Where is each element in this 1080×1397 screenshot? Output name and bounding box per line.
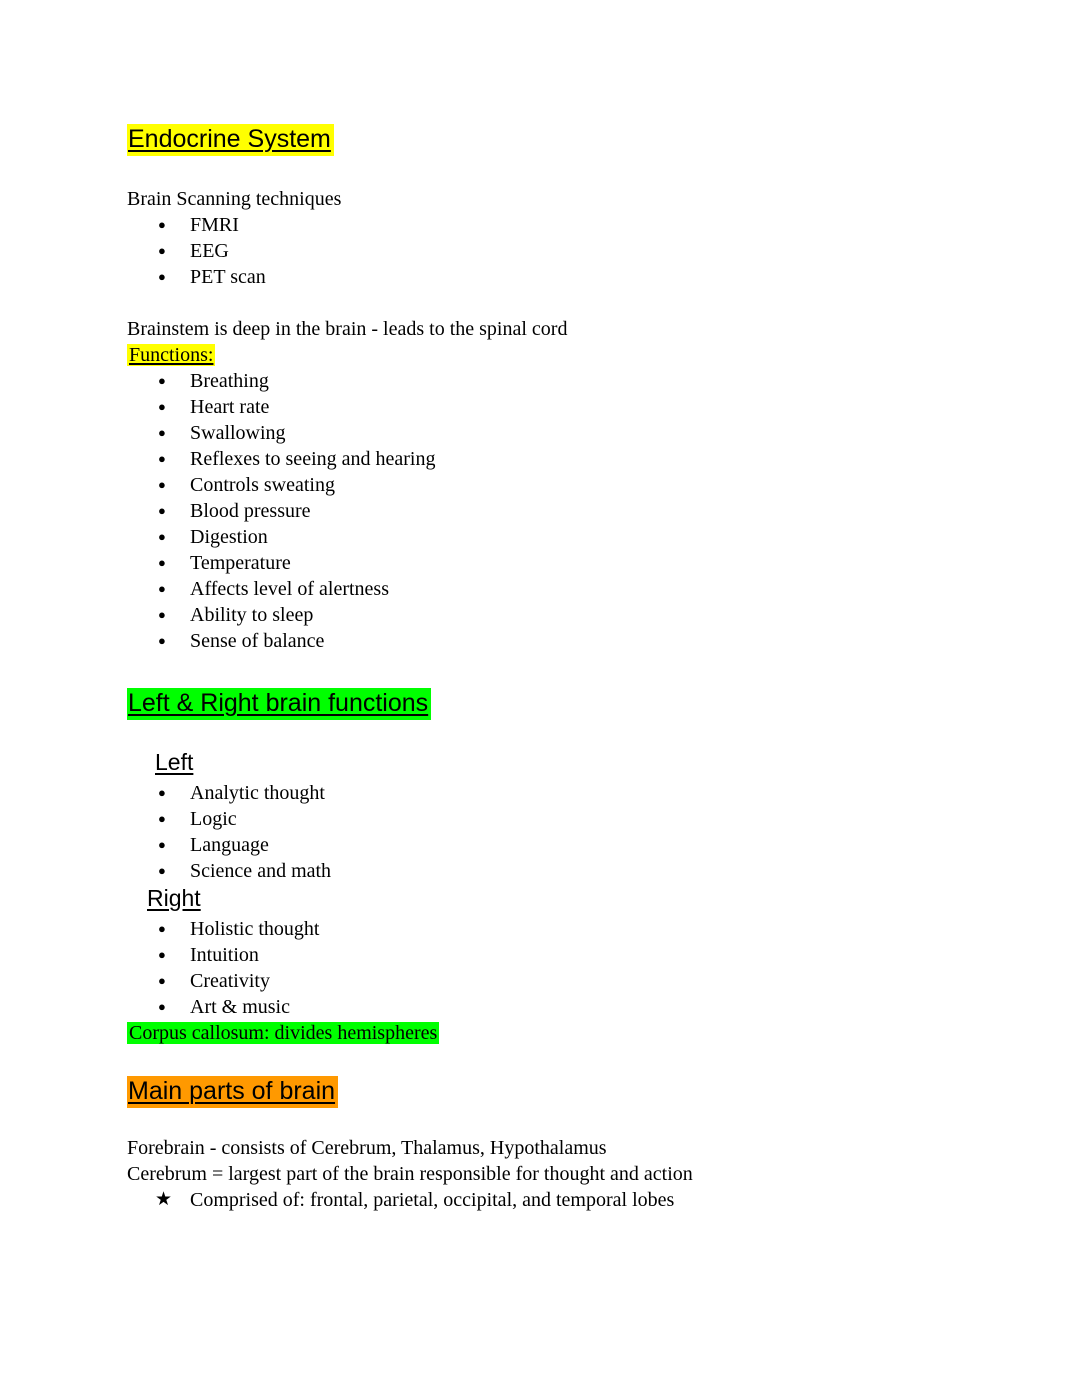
- forebrain-line: Forebrain - consists of Cerebrum, Thalamus, Hypothalamus: [127, 1137, 607, 1159]
- bullet-icon: ●: [158, 607, 166, 622]
- list-item: [127, 968, 970, 994]
- list-item-label: Art & music: [190, 996, 290, 1018]
- list-item: [127, 916, 970, 942]
- list-item-label: FMRI: [190, 214, 239, 236]
- star-icon: ★: [155, 1189, 173, 1210]
- list-item-label: Analytic thought: [190, 782, 325, 804]
- list-item-label: Sense of balance: [190, 630, 325, 652]
- list-item: [127, 628, 970, 654]
- list-item-label: EEG: [190, 240, 229, 262]
- bullet-icon: ●: [158, 269, 166, 284]
- list-item: [127, 994, 970, 1020]
- bullet-icon: ●: [158, 921, 166, 936]
- list-item: [127, 806, 970, 832]
- list-item: [127, 368, 970, 394]
- brainstem-functions-list: [127, 368, 970, 654]
- page-content: [127, 122, 970, 1213]
- bullet-icon: ●: [158, 785, 166, 800]
- bullet-icon: ●: [158, 243, 166, 258]
- bullet-icon: ●: [158, 999, 166, 1014]
- list-item-label: PET scan: [190, 266, 266, 288]
- list-item: [127, 832, 970, 858]
- bullet-icon: ●: [158, 555, 166, 570]
- list-item-label: Logic: [190, 808, 237, 830]
- bullet-icon: ●: [158, 425, 166, 440]
- left-subheading-line: [127, 748, 970, 780]
- list-item-label: Language: [190, 834, 269, 856]
- list-item: [127, 602, 970, 628]
- bullet-icon: ●: [158, 399, 166, 414]
- list-item: [127, 858, 970, 884]
- bullet-icon: ●: [158, 633, 166, 648]
- list-item-label: Controls sweating: [190, 474, 335, 496]
- list-item: [127, 238, 970, 264]
- bullet-icon: ●: [158, 863, 166, 878]
- list-item: [127, 472, 970, 498]
- section-left-right-heading-line: [127, 686, 970, 724]
- bullet-icon: ●: [158, 373, 166, 388]
- bullet-icon: ●: [158, 217, 166, 232]
- list-item: [127, 446, 970, 472]
- list-item-label: Reflexes to seeing and hearing: [190, 448, 436, 470]
- bullet-icon: ●: [158, 837, 166, 852]
- list-item: [127, 524, 970, 550]
- list-item-label: Heart rate: [190, 396, 270, 418]
- section-main-parts-heading-line: [127, 1074, 970, 1112]
- bullet-icon: ●: [158, 811, 166, 826]
- bullet-icon: ●: [158, 477, 166, 492]
- list-item: [127, 550, 970, 576]
- list-item-label: Temperature: [190, 552, 291, 574]
- bullet-icon: ●: [158, 451, 166, 466]
- list-item: [127, 576, 970, 602]
- list-item-label: Ability to sleep: [190, 604, 314, 626]
- list-item: [127, 394, 970, 420]
- brainstem-intro: Brainstem is deep in the brain - leads to the spinal cord: [127, 318, 568, 340]
- brainstem-functions-line: [127, 342, 970, 368]
- right-label: Right: [147, 885, 201, 911]
- left-brain-list: [127, 780, 970, 884]
- star-list-item: [127, 1187, 970, 1213]
- brain-scanning-list: [127, 212, 970, 290]
- corpus-callosum-line: [127, 1020, 970, 1046]
- list-item-label: Affects level of alertness: [190, 578, 389, 600]
- list-item-label: Holistic thought: [190, 918, 320, 940]
- right-subheading-line: [127, 884, 970, 916]
- list-item: [127, 780, 970, 806]
- bullet-icon: ●: [158, 581, 166, 596]
- list-item-label: Digestion: [190, 526, 268, 548]
- functions-label: Functions:: [129, 344, 214, 366]
- list-item: [127, 212, 970, 238]
- list-item: [127, 498, 970, 524]
- list-item: [127, 420, 970, 446]
- cerebrum-line: Cerebrum = largest part of the brain responsible for thought and action: [127, 1163, 693, 1185]
- list-item-label: Science and math: [190, 860, 332, 882]
- cerebrum-detail-list: [127, 1187, 970, 1213]
- list-item-label: Breathing: [190, 370, 269, 392]
- heading-left-right-brain-functions: Left & Right brain functions: [127, 688, 431, 720]
- list-item-label: Creativity: [190, 970, 270, 992]
- list-item-label: Comprised of: frontal, parietal, occipital, and temporal lobes: [190, 1189, 675, 1211]
- section-endocrine-heading-line: [127, 122, 970, 160]
- bullet-icon: ●: [158, 503, 166, 518]
- heading-endocrine-system: Endocrine System: [127, 124, 334, 156]
- list-item: [127, 942, 970, 968]
- heading-main-parts-of-brain: Main parts of brain: [127, 1076, 338, 1108]
- list-item-label: Swallowing: [190, 422, 286, 444]
- list-item: [127, 264, 970, 290]
- bullet-icon: ●: [158, 529, 166, 544]
- bullet-icon: ●: [158, 973, 166, 988]
- corpus-callosum-note: Corpus callosum: divides hemispheres: [129, 1022, 438, 1044]
- list-item-label: Blood pressure: [190, 500, 311, 522]
- list-item-label: Intuition: [190, 944, 259, 966]
- right-brain-list: [127, 916, 970, 1020]
- left-label: Left: [155, 749, 194, 775]
- bullet-icon: ●: [158, 947, 166, 962]
- brain-scanning-title: Brain Scanning techniques: [127, 188, 342, 210]
